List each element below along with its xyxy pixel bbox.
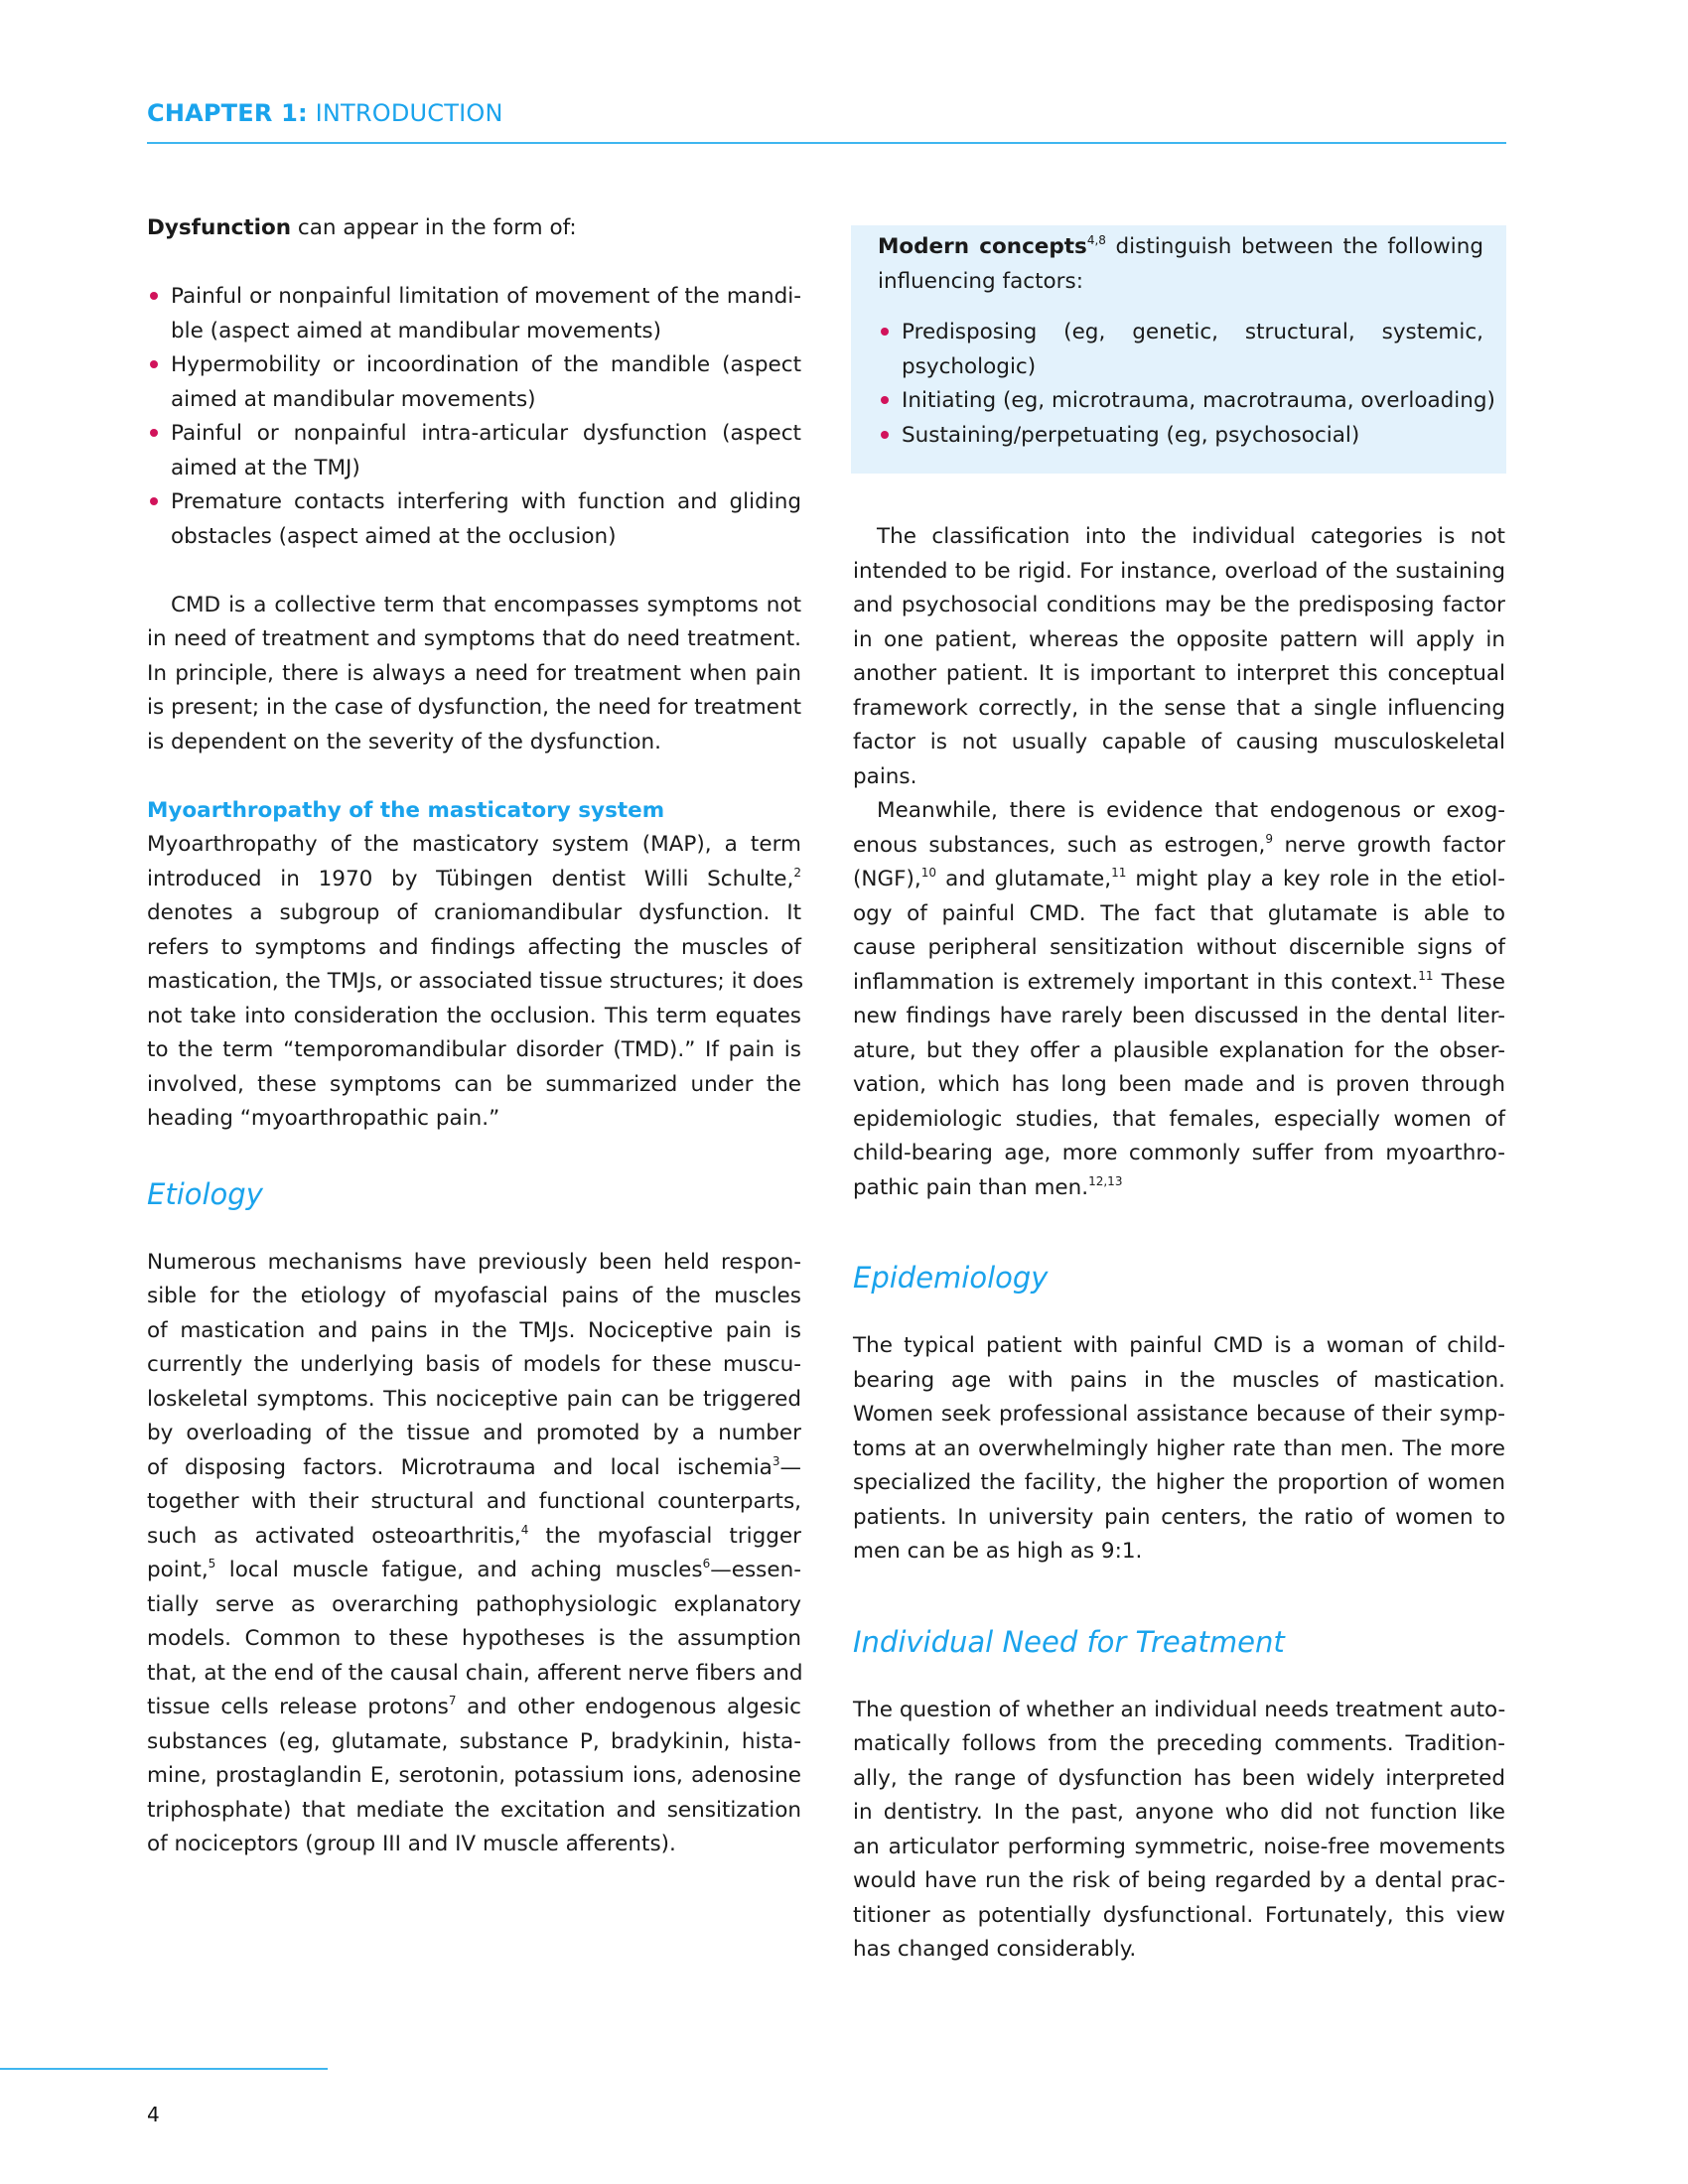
text-line: another patient. It is important to interpret this conceptual — [853, 661, 1505, 686]
citation-ref: 11 — [1111, 866, 1127, 880]
map-subheading: Myoarthropathy of the masticatory system — [147, 797, 665, 823]
text-line: Myoarthropathy of the masticatory system (MAP), a term — [147, 832, 801, 857]
citation-ref: 4 — [520, 1522, 529, 1537]
citation-ref: 12,13 — [1088, 1173, 1123, 1188]
text-line: child-bearing age, more commonly suffer from myoarthro- — [853, 1141, 1505, 1165]
bullet-icon — [150, 497, 158, 505]
list-item-line: psychologic) — [902, 353, 1037, 379]
list-item — [147, 485, 801, 554]
text-line: Meanwhile, there is evidence that endogenous or exog- — [877, 798, 1505, 823]
text-line: refers to symptoms and findings affecting the muscles of — [147, 934, 801, 960]
citation-ref: 9 — [1265, 831, 1273, 846]
text-line: epidemiologic studies, that females, especially women of — [853, 1106, 1505, 1132]
list-item-line: Painful or nonpainful limitation of movement of the mandi- — [171, 284, 801, 309]
text-line: intended to be rigid. For instance, overload of the sustaining — [853, 558, 1505, 584]
text-line: new findings have rarely been discussed in the dental liter- — [853, 1004, 1505, 1028]
text-line: specialized the facility, the higher the proportion of women — [853, 1470, 1505, 1495]
text-line: matically follows from the preceding comments. Tradition- — [853, 1731, 1505, 1756]
text-line: Numerous mechanisms have previously been held respon- — [147, 1249, 801, 1275]
list-item-line: Predisposing (eg, genetic, structural, systemic, — [902, 320, 1483, 344]
text-line: The typical patient with painful CMD is a woman of child- — [853, 1333, 1505, 1358]
bullet-icon — [881, 328, 889, 336]
list-item — [147, 348, 801, 417]
citation-ref: 11 — [1418, 968, 1434, 983]
dysfunction-term: Dysfunction — [147, 215, 292, 240]
list-item-line: obstacles (aspect aimed at the occlusion) — [171, 523, 617, 549]
epidemiology-paragraph — [853, 1329, 1505, 1570]
text-line: mastication, the TMJs, or associated tissue structures; it does — [147, 969, 804, 994]
left-column — [147, 211, 804, 1862]
list-item — [878, 316, 1483, 384]
text-line: factor is not usually capable of causing musculoskeletal — [853, 730, 1505, 754]
text-line: mine, prostaglandin E, serotonin, potassium ions, adenosine — [147, 1763, 801, 1788]
text-line: ogy of painful CMD. The fact that glutamate is able to — [853, 900, 1505, 926]
text-line: ature, but they offer a plausible explanation for the obser- — [853, 1037, 1505, 1063]
concept-box-content — [878, 230, 1495, 453]
text-line: titioner as potentially dysfunctional. Fortunately, this view — [853, 1902, 1505, 1928]
text-line: currently the underlying basis of models for these muscu- — [147, 1352, 801, 1377]
classification-paragraph — [853, 520, 1505, 794]
text-line: is present; in the case of dysfunction, the need for treatment — [147, 695, 801, 720]
citation-ref: 3 — [772, 1453, 780, 1468]
right-column — [853, 520, 1505, 1968]
text-line: in dentistry. In the past, anyone who did not function like — [853, 1800, 1505, 1825]
text-line: introduced in 1970 by Tübingen dentist Willi Schulte,$^2$ — [147, 865, 801, 891]
text-line: to the term “temporomandibular disorder (TMD).” If pain is — [147, 1037, 801, 1062]
text-line: The question of whether an individual needs treatment auto- — [853, 1697, 1506, 1722]
list-item-line: Painful or nonpainful intra-articular dysfunction (aspect — [171, 421, 801, 446]
text-line: The classification into the individual categories is not — [877, 524, 1505, 549]
list-item-line: Sustaining/perpetuating (eg, psychosocial) — [902, 422, 1360, 448]
list-item-line: Initiating (eg, microtrauma, macrotrauma, overloading) — [902, 388, 1495, 413]
text-line: not take into consideration the occlusion. This term equates — [147, 1003, 801, 1028]
meanwhile-paragraph — [853, 794, 1505, 1205]
footer-rule — [0, 2068, 328, 2070]
text-line: of nociceptors (group III and IV muscle afferents). — [147, 1832, 676, 1856]
text-line: in need of treatment and symptoms that do need treatment. — [147, 626, 801, 651]
bullet-icon — [150, 292, 158, 300]
text-line: an articulator performing symmetric, noise-free movements — [853, 1834, 1505, 1859]
text-line: of mastication and pains in the TMJs. Nociceptive pain is — [147, 1317, 801, 1343]
text-line: pains. — [853, 763, 917, 789]
dysfunction-list — [147, 280, 801, 554]
list-item-line: ble (aspect aimed at mandibular movements) — [171, 318, 661, 343]
text-line: of disposing factors. Microtrauma and local ischemia$^3$— — [147, 1453, 801, 1480]
bullet-icon — [150, 429, 158, 437]
text-line: point,$^5$ local muscle fatigue, and aching muscles$^6$—essen- — [147, 1557, 801, 1582]
concept-term: Modern concepts — [878, 234, 1087, 259]
list-item-line: Premature contacts interfering with function and gliding — [171, 489, 801, 514]
bullet-icon — [881, 396, 889, 404]
cmd-paragraph — [147, 589, 801, 760]
dysfunction-intro-text: can appear in the form of: — [291, 215, 577, 240]
list-item — [878, 419, 1483, 454]
citation-ref: 5 — [208, 1557, 216, 1570]
bullet-icon — [881, 431, 889, 439]
text-line: cause peripheral sensitization without discernible signs of — [853, 935, 1505, 960]
text-line: substances (eg, glutamate, substance P, bradykinin, hista- — [147, 1728, 801, 1754]
text-line: inflammation is extremely important in this context.$^{11}$ These — [853, 968, 1505, 995]
text-line: and psychosocial conditions may be the predisposing factor — [853, 593, 1505, 617]
list-item-line: aimed at mandibular movements) — [171, 386, 536, 412]
list-item-line: aimed at the TMJ) — [171, 455, 360, 480]
citation-ref: 7 — [448, 1694, 457, 1707]
text-line: heading “myoarthropathic pain.” — [147, 1106, 500, 1131]
citation-ref: 6 — [702, 1557, 711, 1570]
concept-box — [851, 225, 1506, 474]
running-header — [147, 99, 503, 127]
text-line: pathic pain than men.$^{12,13}$ — [853, 1173, 1123, 1200]
text-line: framework correctly, in the sense that a single influencing — [853, 695, 1505, 721]
list-item — [878, 384, 1495, 419]
section-title-individual-need: Individual Need for Treatment — [853, 1624, 1285, 1659]
citation-ref: 10 — [920, 866, 937, 880]
text-line: by overloading of the tissue and promoted by a number — [147, 1421, 801, 1445]
chapter-title: INTRODUCTION — [307, 99, 503, 127]
dysfunction-intro — [147, 211, 801, 246]
etiology-paragraph — [147, 1246, 801, 1862]
list-item-line: Hypermobility or incoordination of the mandible (aspect — [171, 352, 801, 377]
text-line: enous substances, such as estrogen,$^9$ nerve growth factor — [853, 831, 1505, 858]
text-line: In principle, there is always a need for treatment when pain — [147, 660, 801, 686]
text-line: toms at an overwhelmingly higher rate than men. The more — [853, 1435, 1505, 1461]
text-line: Women seek professional assistance because of their symp- — [853, 1402, 1505, 1427]
list-item — [147, 280, 801, 348]
text-line: vation, which has long been made and is proven through — [853, 1072, 1505, 1097]
influencing-factors-list — [878, 316, 1495, 453]
text-line: models. Common to these hypotheses is the assumption — [147, 1626, 801, 1651]
text-line: (NGF),$^{10}$ and glutamate,$^{11}$ might play a key role in the etiol- — [853, 866, 1505, 891]
text-line: patients. In university pain centers, the ratio of women to — [853, 1504, 1505, 1530]
bullet-icon — [150, 360, 158, 368]
concept-intro-text: influencing factors: — [878, 268, 1083, 294]
text-line: is dependent on the severity of the dysfunction. — [147, 729, 661, 754]
text-line: together with their structural and functional counterparts, — [147, 1489, 801, 1514]
citation-ref: 2 — [793, 865, 801, 880]
text-line: tially serve as overarching pathophysiologic explanatory — [147, 1591, 801, 1617]
chapter-label: CHAPTER 1: — [147, 99, 308, 127]
text-line: would have run the risk of being regarded by a dental prac- — [853, 1868, 1505, 1893]
text-line: involved, these symptoms can be summarized under the — [147, 1071, 801, 1097]
text-line: denotes a subgroup of craniomandibular dysfunction. It — [147, 900, 801, 925]
text-line: in one patient, whereas the opposite pattern will apply in — [853, 626, 1505, 652]
text-line: men can be as high as 9:1. — [853, 1539, 1143, 1564]
text-line: sible for the etiology of myofascial pains of the muscles — [147, 1284, 801, 1308]
text-line: ally, the range of dysfunction has been widely interpreted — [853, 1765, 1505, 1791]
text-line: bearing age with pains in the muscles of mastication. — [853, 1367, 1505, 1393]
text-line: such as activated osteoarthritis,$^4$ the myofascial trigger — [147, 1522, 801, 1549]
concept-intro-text: distinguish between the following — [1105, 234, 1483, 259]
concept-box-intro-line — [878, 230, 1483, 265]
header-rule — [147, 142, 1506, 144]
text-line: that, at the end of the causal chain, afferent nerve fibers and — [147, 1660, 803, 1686]
text-line: CMD is a collective term that encompasses symptoms not — [171, 592, 801, 617]
text-line: loskeletal symptoms. This nociceptive pain can be triggered — [147, 1386, 801, 1412]
list-item — [147, 417, 801, 485]
text-line: has changed considerably. — [853, 1937, 1137, 1962]
map-paragraph — [147, 828, 804, 1137]
text-line: tissue cells release protons$^7$ and other endogenous algesic — [147, 1694, 801, 1719]
text-line: triphosphate) that mediate the excitation and sensitization — [147, 1797, 801, 1823]
need-paragraph — [853, 1694, 1505, 1968]
page-number: 4 — [147, 2103, 160, 2126]
section-title-etiology: Etiology — [147, 1176, 263, 1211]
citation-ref: 4,8 — [1086, 233, 1106, 247]
section-title-epidemiology: Epidemiology — [853, 1261, 1049, 1295]
